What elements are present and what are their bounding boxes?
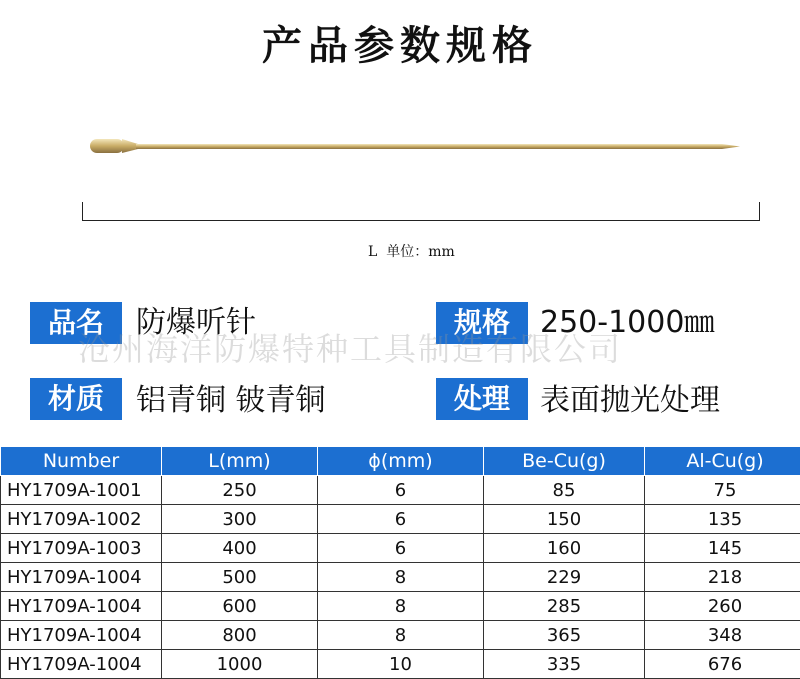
cell-length: 250 bbox=[162, 476, 318, 505]
name-tag: 品名 bbox=[30, 302, 122, 344]
cell-be-cu: 85 bbox=[484, 476, 645, 505]
cell-be-cu: 229 bbox=[484, 563, 645, 592]
cell-length: 300 bbox=[162, 505, 318, 534]
material-value: 铝青铜 铍青铜 bbox=[136, 380, 326, 422]
cell-length: 500 bbox=[162, 563, 318, 592]
treatment-tag: 处理 bbox=[436, 378, 528, 420]
table-row bbox=[1, 505, 800, 534]
page-title: 产品参数规格 bbox=[0, 14, 800, 71]
table-row bbox=[1, 563, 800, 592]
cell-be-cu: 150 bbox=[484, 505, 645, 534]
cell-diameter: 10 bbox=[318, 650, 484, 679]
table-row bbox=[1, 621, 800, 650]
cell-al-cu: 145 bbox=[645, 534, 800, 563]
cell-length: 400 bbox=[162, 534, 318, 563]
cell-al-cu: 348 bbox=[645, 621, 800, 650]
table-header-row bbox=[1, 447, 800, 476]
treatment-value: 表面抛光处理 bbox=[540, 380, 720, 422]
company-watermark: 沧州海洋防爆特种工具制造有限公司 bbox=[78, 324, 622, 370]
material-tag: 材质 bbox=[30, 378, 122, 420]
cell-al-cu: 676 bbox=[645, 650, 800, 679]
cell-number: HY1709A-1004 bbox=[1, 563, 162, 592]
cell-diameter: 6 bbox=[318, 505, 484, 534]
listening-rod-image bbox=[80, 120, 760, 180]
cell-number: HY1709A-1004 bbox=[1, 592, 162, 621]
table-row bbox=[1, 592, 800, 621]
cell-diameter: 6 bbox=[318, 534, 484, 563]
cell-number: HY1709A-1002 bbox=[1, 505, 162, 534]
cell-be-cu: 160 bbox=[484, 534, 645, 563]
cell-length: 600 bbox=[162, 592, 318, 621]
cell-number: HY1709A-1004 bbox=[1, 650, 162, 679]
cell-al-cu: 218 bbox=[645, 563, 800, 592]
cell-be-cu: 335 bbox=[484, 650, 645, 679]
cell-al-cu: 75 bbox=[645, 476, 800, 505]
cell-diameter: 8 bbox=[318, 621, 484, 650]
name-value: 防爆听针 bbox=[136, 302, 256, 344]
col-length: L(mm) bbox=[162, 447, 318, 476]
cell-number: HY1709A-1001 bbox=[1, 476, 162, 505]
cell-length: 1000 bbox=[162, 650, 318, 679]
table-row bbox=[1, 476, 800, 505]
spec-tag: 规格 bbox=[436, 302, 528, 344]
cell-be-cu: 285 bbox=[484, 592, 645, 621]
cell-length: 800 bbox=[162, 621, 318, 650]
length-dimension-line bbox=[82, 202, 760, 221]
col-number: Number bbox=[1, 447, 162, 476]
col-be-cu-weight: Be-Cu(g) bbox=[484, 447, 645, 476]
spec-table bbox=[0, 446, 800, 679]
table-row bbox=[1, 650, 800, 679]
unit-label: L 单位：mm bbox=[368, 241, 455, 261]
cell-be-cu: 365 bbox=[484, 621, 645, 650]
cell-diameter: 8 bbox=[318, 563, 484, 592]
cell-al-cu: 135 bbox=[645, 505, 800, 534]
table-row bbox=[1, 534, 800, 563]
col-al-cu-weight: Al-Cu(g) bbox=[645, 447, 800, 476]
col-diameter: ϕ(mm) bbox=[318, 447, 484, 476]
cell-diameter: 6 bbox=[318, 476, 484, 505]
cell-number: HY1709A-1004 bbox=[1, 621, 162, 650]
spec-value: 250-1000㎜ bbox=[540, 302, 714, 344]
cell-al-cu: 260 bbox=[645, 592, 800, 621]
cell-diameter: 8 bbox=[318, 592, 484, 621]
cell-number: HY1709A-1003 bbox=[1, 534, 162, 563]
